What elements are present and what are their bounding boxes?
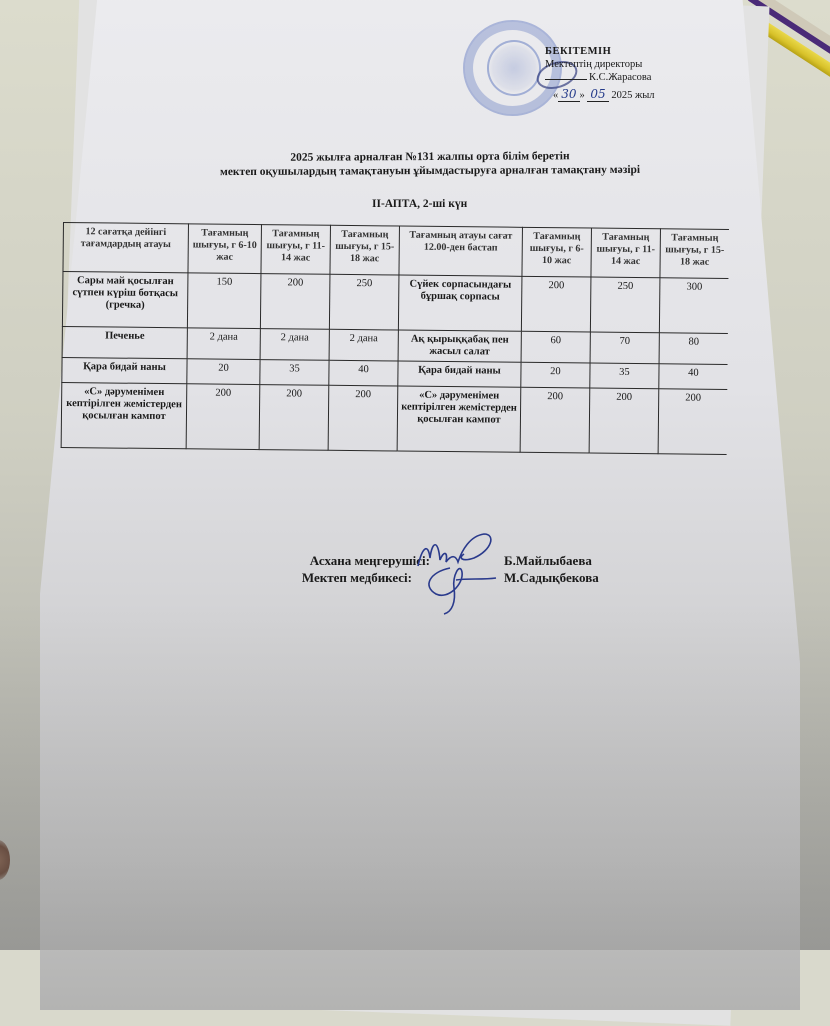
dish-name: Сүйек сорпасындағы бұршақ сорпасы bbox=[398, 275, 522, 331]
header-portion-15-18: Тағамның шығуы, г 15-18 жас bbox=[330, 225, 400, 275]
dish-name: Қара бидай наны bbox=[62, 357, 187, 383]
portion-value: 20 bbox=[187, 359, 260, 385]
portion-value: 200 bbox=[521, 276, 591, 332]
title-line-2: мектеп оқушылардың тамақтануын ұйымдастыруға арналған тамақтану мәзірі bbox=[219, 163, 641, 179]
header-portion-11-14-pm: Тағамның шығуы, г 11-14 жас bbox=[591, 228, 661, 278]
date-day: 30 bbox=[558, 87, 579, 102]
portion-value: 200 bbox=[328, 385, 398, 451]
portion-value: 20 bbox=[521, 362, 590, 388]
portion-value: 70 bbox=[590, 332, 659, 364]
portion-value: 40 bbox=[329, 360, 398, 386]
table-header-row bbox=[63, 223, 729, 279]
table-row bbox=[61, 382, 727, 454]
portion-value: 150 bbox=[187, 273, 261, 329]
title-line-1: 2025 жылға арналған №131 жалпы орта білім беретін bbox=[290, 150, 570, 164]
signature-role: Мектеп медбикесі: bbox=[301, 570, 412, 585]
dish-name: Печенье bbox=[62, 326, 187, 358]
dish-name: «С» дәруменімен кептірілген жемістерден қосылған кампот bbox=[397, 386, 521, 452]
signature-row-nurse bbox=[272, 569, 599, 586]
portion-value: 80 bbox=[659, 333, 728, 365]
portion-value: 35 bbox=[260, 360, 329, 386]
portion-value: 250 bbox=[329, 274, 399, 330]
quote-open: « bbox=[553, 90, 559, 101]
table-row bbox=[62, 272, 728, 334]
date-month: 05 bbox=[587, 87, 608, 102]
header-portion-6-10-pm: Тағамның шығуы, г 6-10 жас bbox=[522, 227, 592, 277]
portion-value: 300 bbox=[659, 278, 728, 334]
portion-value: 250 bbox=[590, 277, 660, 333]
header-portion-6-10: Тағамның шығуы, г 6-10 жас bbox=[188, 224, 262, 274]
portion-value: 2 дана bbox=[187, 328, 260, 360]
portion-value: 200 bbox=[520, 387, 590, 453]
approval-block bbox=[545, 45, 655, 102]
header-portion-11-14: Тағамның шығуы, г 11-14 жас bbox=[261, 225, 331, 275]
portion-value: 200 bbox=[186, 384, 260, 450]
dish-name: Сары май қосылған сүтпен күріш ботқасы (гречка) bbox=[62, 272, 188, 328]
signature-role: Асхана меңгерушісі: bbox=[309, 553, 430, 568]
approval-date bbox=[553, 88, 655, 102]
portion-value: 2 дана bbox=[260, 329, 329, 361]
portion-value: 60 bbox=[521, 331, 590, 363]
portion-value: 40 bbox=[659, 364, 728, 390]
week-day-label: ІІ-АПТА, 2-ші күн bbox=[372, 198, 468, 210]
portion-value: 200 bbox=[260, 274, 330, 330]
menu-table bbox=[61, 222, 729, 455]
dish-name: Қара бидай наны bbox=[398, 361, 521, 387]
finger-edge bbox=[0, 840, 10, 880]
approval-heading: БЕКІТЕМІН bbox=[545, 46, 612, 57]
signature-row-kitchen-manager bbox=[272, 552, 599, 569]
header-portion-15-18-pm: Тағамның шығуы, г 15-18 жас bbox=[660, 229, 729, 279]
dish-name: «С» дәруменімен кептірілген жемістерден қосылған кампот bbox=[61, 382, 187, 448]
signature-name: М.Садықбекова bbox=[504, 570, 599, 585]
approval-position: Мектептің директоры bbox=[545, 59, 643, 70]
header-afternoon-dish: Тағамның атауы сағат 12.00-ден бастап bbox=[399, 226, 523, 276]
lighting-shade bbox=[0, 600, 830, 950]
portion-value: 35 bbox=[590, 363, 659, 389]
dish-name: Ақ қырыққабақ пен жасыл салат bbox=[398, 330, 521, 362]
portion-value: 200 bbox=[259, 385, 329, 451]
portion-value: 200 bbox=[589, 388, 659, 454]
signature-name: Б.Майлыбаева bbox=[504, 553, 592, 568]
quote-close: » bbox=[579, 90, 585, 101]
director-name: К.С.Жарасова bbox=[589, 72, 652, 83]
document-title bbox=[170, 149, 690, 180]
emblem-icon bbox=[487, 40, 541, 96]
signatures-block bbox=[272, 552, 599, 586]
portion-value: 200 bbox=[658, 389, 727, 455]
date-year: 2025 жыл bbox=[611, 90, 655, 101]
signature-line bbox=[545, 79, 587, 80]
header-morning-dish: 12 сағатқа дейінгі тағамдардың атауы bbox=[63, 223, 189, 273]
portion-value: 2 дана bbox=[329, 329, 398, 361]
